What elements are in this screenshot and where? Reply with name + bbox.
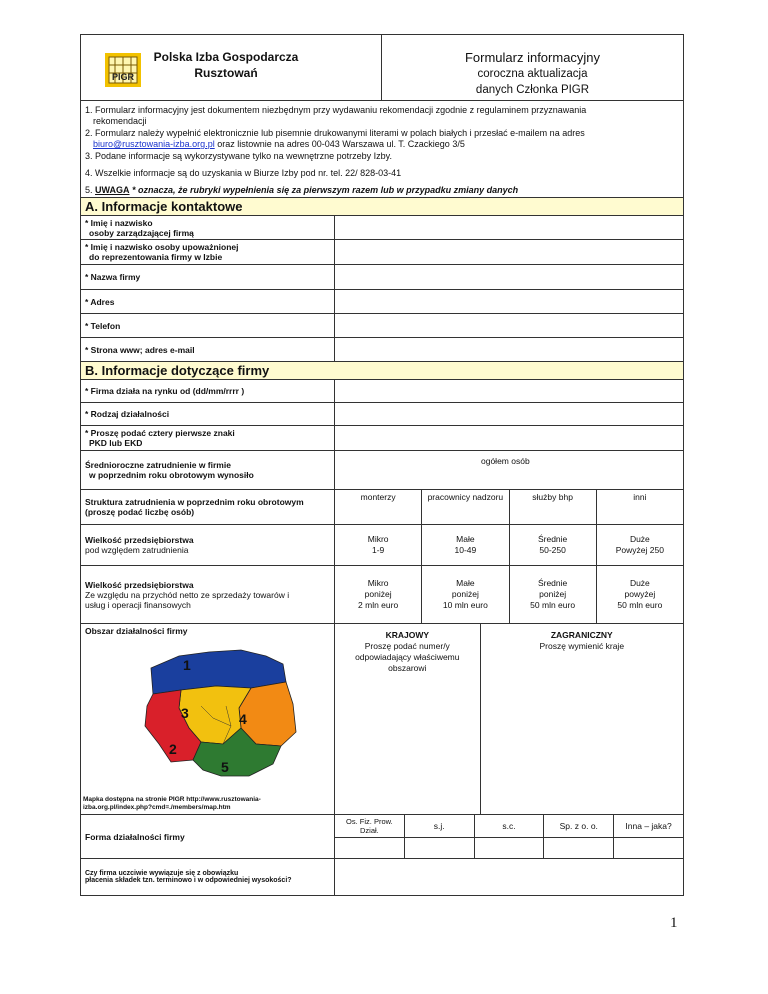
org-name-line2: Rusztowań <box>194 66 258 80</box>
manager-name-field[interactable] <box>335 216 683 239</box>
option-line: 50-250 <box>539 545 566 555</box>
revenue-small-option[interactable] <box>422 566 509 623</box>
note-2: 2. Formularz należy wypełnić elektronicznie lub pisemnie drukowanymi literami w polach białych i przesłać e-mailem na adres <box>85 128 585 138</box>
representative-row <box>81 240 683 265</box>
size-large-option[interactable] <box>597 525 683 565</box>
note-1-cont: rekomendacji <box>93 116 147 126</box>
payment-label <box>81 859 335 895</box>
col-header: pracownicy nadzoru <box>427 492 504 502</box>
area-row <box>81 624 683 815</box>
col-header: inni <box>633 492 647 502</box>
org-name <box>147 49 305 81</box>
option-line: Mikro <box>367 578 389 588</box>
note-5-text: * oznacza, że rubryki wypełnienia się za pierwszym razem lub w przypadku zmiany danych <box>129 185 519 195</box>
option-line: 10 mln euro <box>442 600 488 610</box>
org-name-line1: Polska Izba Gospodarcza <box>153 50 299 64</box>
label-text: płacenia składek tzn. terminowo i w odpowiedniej wysokości? <box>85 877 292 884</box>
form-spzoo-field[interactable] <box>544 838 614 858</box>
employment-label <box>81 451 335 489</box>
pkd-field[interactable] <box>335 426 683 450</box>
map-label-1: 1 <box>183 657 191 673</box>
website-field[interactable] <box>335 338 683 361</box>
phone-field[interactable] <box>335 314 683 337</box>
structure-label <box>81 490 335 524</box>
section-b-title: B. Informacje dotyczące firmy <box>81 362 683 380</box>
pigr-logo <box>105 53 141 87</box>
structure-row <box>81 490 683 525</box>
market-since-row <box>81 380 683 403</box>
option-line: Inna – jaka? <box>625 820 672 831</box>
manager-name-label <box>81 216 335 239</box>
note-1: 1. Formularz informacyjny jest dokumentem niezbędnym przy wydawaniu rekomendacji zgodnie z regulaminem przyznawania <box>85 105 587 115</box>
size-revenue-label <box>81 566 335 623</box>
revenue-micro-option[interactable] <box>335 566 422 623</box>
business-form-label: Forma działalności firmy <box>81 815 335 858</box>
poland-regions-map <box>131 646 301 782</box>
note-3: 3. Podane informacje są wykorzystywane tylko na wewnętrzne potrzeby Izby. <box>85 151 392 161</box>
foreign-title: ZAGRANICZNY <box>550 630 613 640</box>
foreign-text: Proszę wymienić kraje <box>539 641 625 651</box>
size-revenue-cells <box>335 566 683 623</box>
size-micro-option[interactable] <box>335 525 422 565</box>
map-label-4: 4 <box>239 711 247 727</box>
payment-row <box>81 859 683 895</box>
option-line: Powyżej 250 <box>615 545 664 555</box>
label-text: usług i operacji finansowych <box>85 599 191 610</box>
option-line: Mikro <box>367 534 389 544</box>
pkd-label <box>81 426 335 450</box>
form-subtitle-2: danych Członka PIGR <box>475 84 590 96</box>
label-text: Czy firma uczciwie wywiązuje się z obowiązku <box>85 870 239 877</box>
option-line: 1-9 <box>371 545 385 555</box>
map-label-2: 2 <box>169 741 177 757</box>
option-line: Sp. z o. o. <box>559 820 598 831</box>
option-line: s.c. <box>502 820 516 831</box>
representative-field[interactable] <box>335 240 683 264</box>
structure-col-bhp[interactable] <box>510 490 597 524</box>
payment-field[interactable] <box>335 859 683 895</box>
pkd-row <box>81 426 683 451</box>
form-page <box>80 34 684 896</box>
manager-name-row <box>81 216 683 240</box>
form-sj-field[interactable] <box>405 838 475 858</box>
map-label-5: 5 <box>221 759 229 775</box>
market-since-label: * Firma działa na rynku od (dd/mm/rrrr ) <box>81 380 335 402</box>
note-4: 4. Wszelkie informacje są do uzyskania w Biurze Izby pod nr. tel. 22/ 828-03-41 <box>85 168 402 178</box>
size-revenue-row <box>81 566 683 624</box>
col-header: służby bhp <box>532 492 573 502</box>
representative-label <box>81 240 335 264</box>
option-line: poniżej <box>539 589 567 599</box>
structure-col-fitters[interactable] <box>335 490 422 524</box>
address-field[interactable] <box>335 290 683 313</box>
size-employment-row <box>81 525 683 566</box>
option-line: 50 mln euro <box>617 600 663 610</box>
label-text: PKD lub EKD <box>89 438 143 448</box>
revenue-large-option[interactable] <box>597 566 683 623</box>
form-title: Formularz informacyjny <box>464 50 601 65</box>
section-a-title: A. Informacje kontaktowe <box>81 198 683 216</box>
form-sc-field[interactable] <box>475 838 545 858</box>
label-text: * Proszę podać cztery pierwsze znaki <box>85 428 235 438</box>
structure-col-supervisors[interactable] <box>422 490 509 524</box>
label-text: w poprzednim roku obrotowym wynosiło <box>89 470 254 480</box>
option-line: Średnie <box>537 534 568 544</box>
address-row <box>81 290 683 314</box>
option-line: 2 mln euro <box>358 600 399 610</box>
business-form-cells <box>335 815 683 858</box>
phone-label: * Telefon <box>81 314 335 337</box>
option-line: s.j. <box>433 820 445 831</box>
website-label: * Strona www; adres e-mail <box>81 338 335 361</box>
option-line: Duże <box>629 534 650 544</box>
col-header: monterzy <box>360 492 396 502</box>
option-line: Małe <box>456 534 475 544</box>
option-line: powyżej <box>624 589 656 599</box>
domestic-area-field[interactable] <box>335 624 481 814</box>
org-block <box>81 35 382 100</box>
activity-label: * Rodzaj działalności <box>81 403 335 425</box>
size-small-option[interactable] <box>422 525 509 565</box>
form-spzoo-option[interactable] <box>544 815 614 837</box>
label-text: Ze względu na przychód netto ze sprzedaży towarów i <box>85 589 290 600</box>
structure-cells <box>335 490 683 524</box>
form-sole-trader-option[interactable] <box>335 815 405 837</box>
area-cells <box>335 624 683 814</box>
label-text: pod względem zatrudnienia <box>85 545 189 555</box>
option-line: poniżej <box>451 589 479 599</box>
option-line: Małe <box>456 578 475 588</box>
form-title-block <box>382 35 683 100</box>
domestic-text: obszarowi <box>388 663 427 673</box>
area-label: Obszar działalności firmy <box>85 626 188 636</box>
market-since-field[interactable] <box>335 380 683 402</box>
website-row <box>81 338 683 362</box>
business-form-row <box>81 815 683 859</box>
option-line: Dział. <box>360 826 379 835</box>
domestic-text: Proszę podać numer/y <box>364 641 450 651</box>
option-line: Duże <box>629 578 650 588</box>
form-sj-option[interactable] <box>405 815 475 837</box>
domestic-title: KRAJOWY <box>385 630 430 640</box>
note-2-cont: oraz listownie na adres 00-043 Warszawa ul. T. Czackiego 3/5 <box>214 139 465 149</box>
option-line: poniżej <box>364 589 392 599</box>
label-text: Struktura zatrudnienia w poprzednim roku obrotowym <box>85 497 304 507</box>
label-text: Wielkość przedsiębiorstwa <box>85 535 194 545</box>
svg-text:PIGR: PIGR <box>111 72 135 82</box>
map-note-line: izba.org.pl/index.php?cmd=./members/map.htm <box>83 804 231 811</box>
company-name-label: * Nazwa firmy <box>81 265 335 289</box>
label-text: * Imię i nazwisko osoby upoważnionej <box>85 242 239 252</box>
label-text: osoby zarządzającej firmą <box>89 228 194 238</box>
label-text: Średnioroczne zatrudnienie w firmie <box>85 460 231 470</box>
option-line: Średnie <box>537 578 568 588</box>
email-link[interactable]: biuro@rusztowania-izba.org.pl <box>93 139 215 149</box>
label-text: Wielkość przedsiębiorstwa <box>85 579 194 590</box>
form-sole-trader-field[interactable] <box>335 838 405 858</box>
note-5-warning: UWAGA <box>95 185 130 195</box>
option-line: 10-49 <box>454 545 477 555</box>
area-label-block <box>81 624 335 814</box>
activity-field[interactable] <box>335 403 683 425</box>
activity-row <box>81 403 683 426</box>
form-other-field[interactable] <box>614 838 683 858</box>
size-employment-cells <box>335 525 683 565</box>
page-number: 1 <box>670 915 678 931</box>
option-line: Os. Fiz. Prow. <box>346 817 393 826</box>
form-subtitle-1: coroczna aktualizacja <box>477 68 588 80</box>
address-label: * Adres <box>81 290 335 313</box>
domestic-text: odpowiadający właściwemu <box>355 652 460 662</box>
employment-row <box>81 451 683 490</box>
phone-row <box>81 314 683 338</box>
label-text: do reprezentowania firmy w Izbie <box>89 252 223 262</box>
option-line: 50 mln euro <box>530 600 576 610</box>
employment-field[interactable] <box>335 451 683 489</box>
label-text: * Imię i nazwisko <box>85 218 153 228</box>
form-sc-option[interactable] <box>475 815 545 837</box>
label-text: (proszę podać liczbę osób) <box>85 507 195 517</box>
foreign-area-field[interactable] <box>481 624 683 814</box>
company-name-field[interactable] <box>335 265 683 289</box>
form-other-option[interactable] <box>614 815 683 837</box>
revenue-medium-option[interactable] <box>510 566 597 623</box>
structure-col-other[interactable] <box>597 490 683 524</box>
map-label-3: 3 <box>181 705 189 721</box>
size-medium-option[interactable] <box>510 525 597 565</box>
size-employment-label <box>81 525 335 565</box>
company-name-row <box>81 265 683 290</box>
instructions <box>81 101 683 198</box>
map-note <box>83 796 323 812</box>
map-note-line: Mapka dostępna na stronie PIGR http://www.rusztowania- <box>83 796 261 803</box>
form-header <box>81 35 683 101</box>
note-5-num: 5. <box>85 185 96 195</box>
employment-total-caption: ogółem osób <box>481 456 530 466</box>
